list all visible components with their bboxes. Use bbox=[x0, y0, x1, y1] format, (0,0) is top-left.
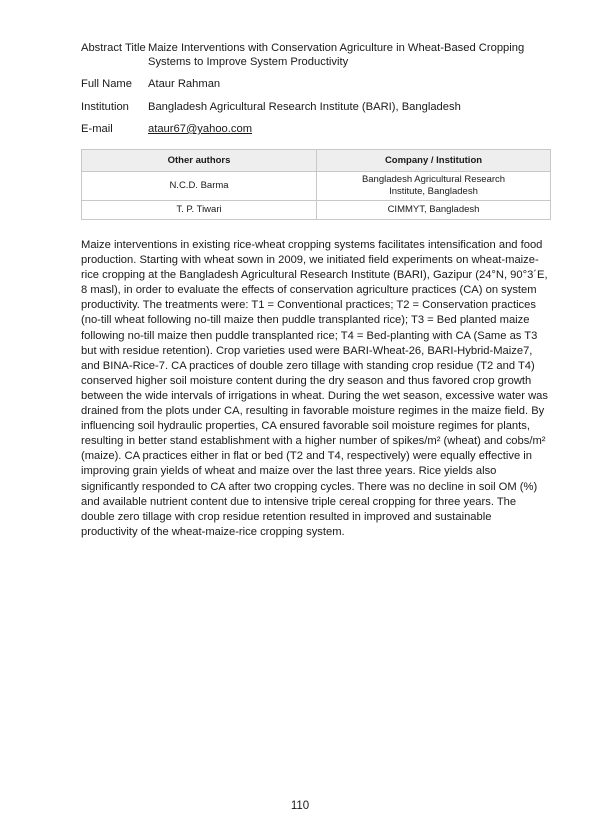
abstract-title: Maize Interventions with Conservation Agriculture in Wheat-Based Cropping Systems to Improve System Productivity bbox=[148, 42, 525, 68]
full-name: Ataur Rahman bbox=[148, 78, 221, 90]
email-link[interactable]: ataur67@yahoo.com bbox=[148, 123, 253, 135]
page-number: 110 bbox=[290, 800, 310, 812]
title-label: Abstract Title bbox=[81, 42, 146, 54]
name-row bbox=[81, 78, 551, 92]
abstract-metadata bbox=[81, 42, 551, 146]
title-row bbox=[81, 42, 551, 69]
email-label: E-mail bbox=[81, 123, 113, 135]
institution-label: Institution bbox=[81, 100, 129, 113]
table-row bbox=[82, 201, 551, 220]
institution-row bbox=[81, 101, 551, 115]
email-row bbox=[81, 123, 551, 137]
other-authors-table bbox=[81, 149, 551, 220]
name-label: Full Name bbox=[81, 78, 132, 90]
header-company-institution: Company / Institution bbox=[317, 150, 551, 172]
author-name: N.C.D. Barma bbox=[82, 172, 317, 201]
author-institution: CIMMYT, Bangladesh bbox=[317, 201, 551, 220]
institution: Bangladesh Agricultural Research Institute (BARI), Bangladesh bbox=[148, 100, 461, 113]
table-header-row bbox=[82, 150, 551, 172]
table-row bbox=[82, 172, 551, 201]
author-institution: Bangladesh Agricultural Research Institute, Bangladesh bbox=[317, 172, 551, 201]
author-name: T. P. Tiwari bbox=[82, 201, 317, 220]
abstract-body: Maize interventions in existing rice-wheat cropping systems facilitates intensification and food production. Starting with wheat sown in 2009, we initiated field experiments on wheat-maize-rice cropping at the Bangladesh Agricultural Research Institute (BARI), Gazipur (24°N, 90°3´E, 8 masl), in order to evaluate the effects of conservation agriculture practices (CA) on system productivity. The treatments were: T1 = Conventional practices; T2 = Conservation practices (no-till wheat following no-till maize then puddle transplanted rice); T3 = Bed planted maize following no-till maize then puddle transplanted rice; T4 = Bed-planting with CA (Same as T3 but with residue retention). Crop varieties used were BARI-Wheat-26, BARI-Hybrid-Maize7, and BINA-Rice-7. CA practices of double zero tillage with standing crop residue (T2 and T4) conserved higher soil moisture content during the dry season and thus favored crop growth between the wide intervals of irrigations in wheat. During the wet season, excessive water was drained from the plots under CA, resulting in favorable moisture regimes in the maize field. By influencing soil hydraulic properties, CA ensured favorable soil moisture regimes for plants, resulting in better stand establishment with a higher number of spikes/m² (wheat) and cobs/m² (maize). CA practices either in flat or bed (T2 and T4, respectively) were equally effective in improving grain yields of wheat and maize over the last three years. Rice yields also significantly responded to CA after two cropping cycles. There was no decline in soil OM (%) and available nutrient content due to intensive triple cereal cropping for three years. The double zero tillage with crop residue retention resulted in improved and sustainable productivity of the wheat-maize-rice cropping system. bbox=[81, 239, 549, 538]
header-other-authors: Other authors bbox=[82, 150, 317, 172]
